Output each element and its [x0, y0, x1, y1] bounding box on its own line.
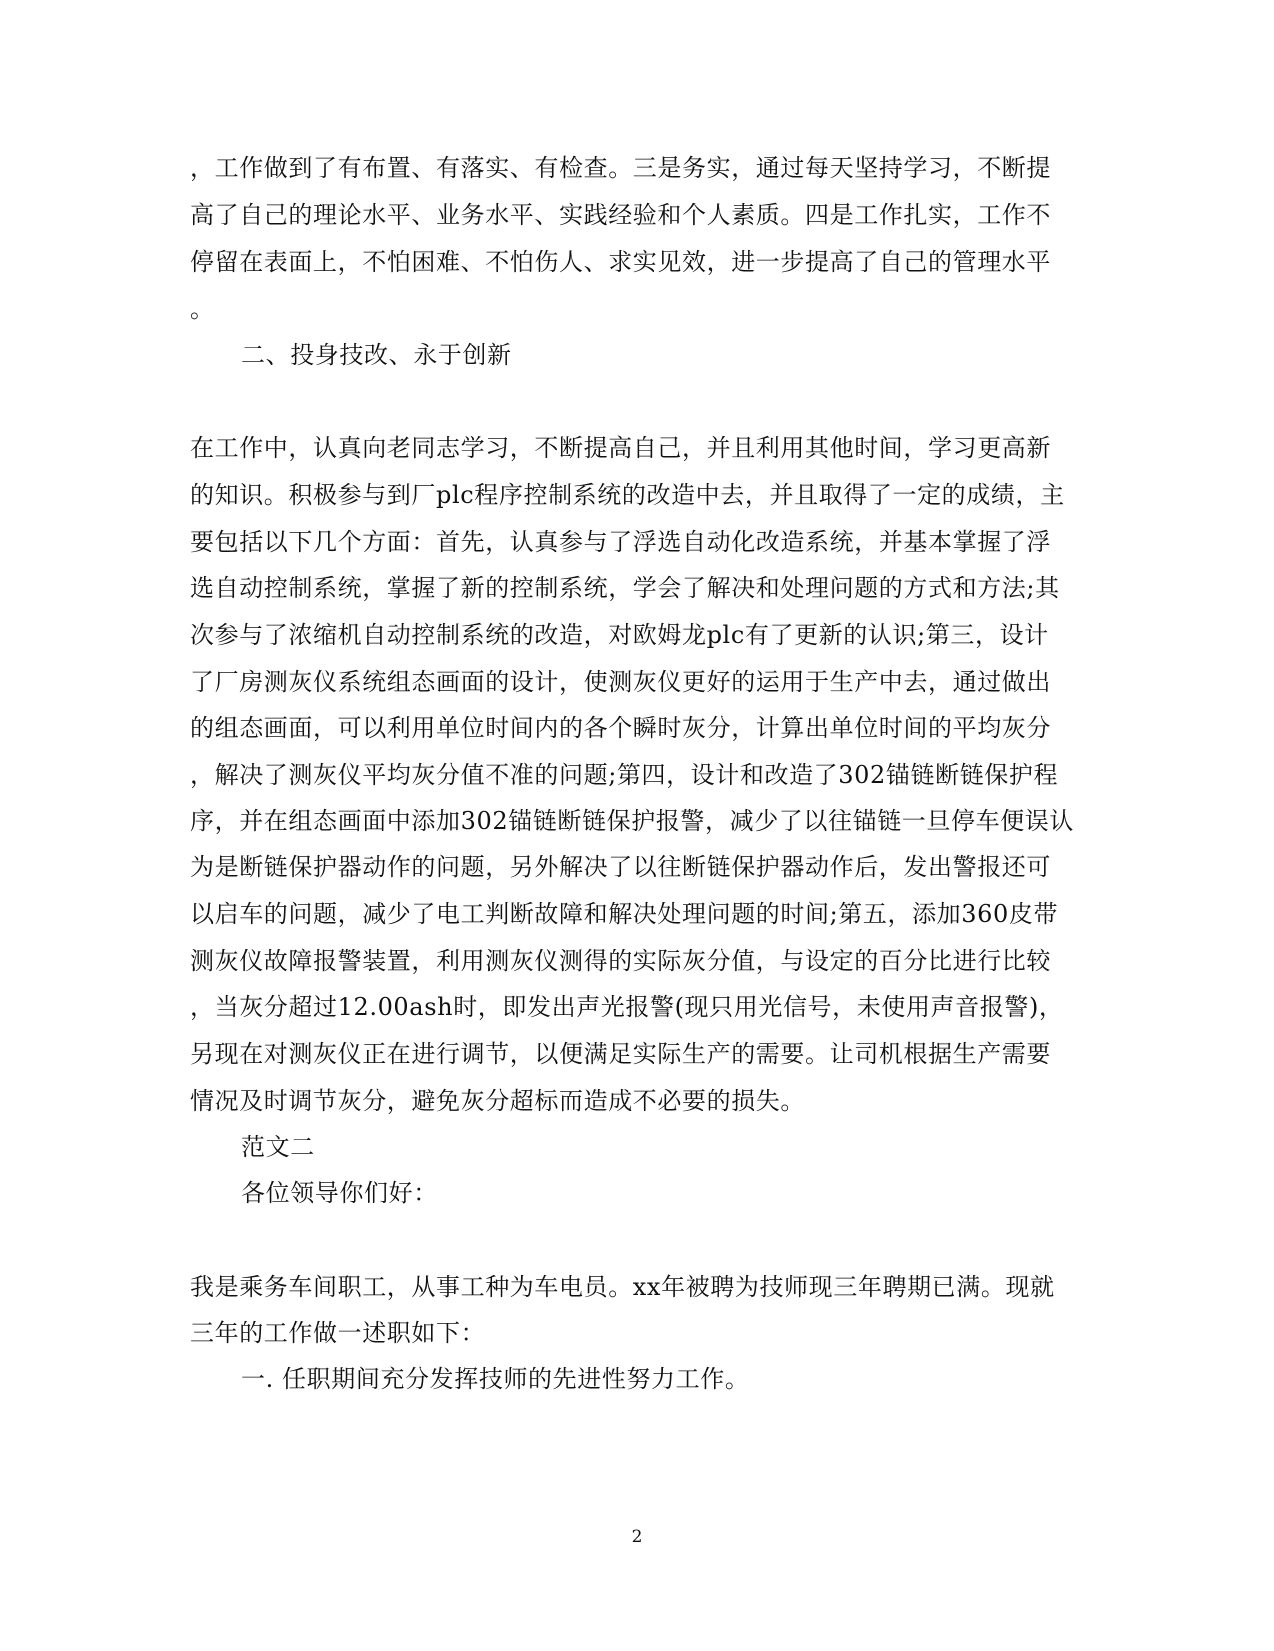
list-item: 一. 任职期间充分发挥技师的先进性努力工作。: [241, 1365, 750, 1393]
text-line: ，当灰分超过12.00ash时，即发出声光报警(现只用光信号，未使用声音报警)，: [190, 993, 1064, 1021]
text-line: 以启车的问题，减少了电工判断故障和解决处理问题的时间;第五，添加360皮带: [190, 900, 1059, 928]
text-line: 的组态画面，可以利用单位时间内的各个瞬时灰分，计算出单位时间的平均灰分: [190, 714, 1051, 742]
text-line: 为是断链保护器动作的问题，另外解决了以往断链保护器动作后，发出警报还可: [190, 853, 1051, 881]
text-line: 高了自己的理论水平、业务水平、实践经验和个人素质。四是工作扎实，工作不: [190, 201, 1051, 229]
greeting-line: 各位领导你们好：: [241, 1179, 438, 1207]
text-line: 序，并在组态画面中添加302锚链断链保护报警，减少了以往锚链一旦停车便误认: [190, 807, 1075, 835]
text-line: 停留在表面上，不怕困难、不怕伤人、求实见效，进一步提高了自己的管理水平: [190, 248, 1051, 276]
text-line: 测灰仪故障报警装置，利用测灰仪测得的实际灰分值，与设定的百分比进行比较: [190, 947, 1051, 975]
text-line: 选自动控制系统，掌握了新的控制系统，学会了解决和处理问题的方式和方法;其: [190, 574, 1060, 602]
text-line: 的知识。积极参与到厂plc程序控制系统的改造中去，并且取得了一定的成绩，主: [190, 481, 1065, 509]
text-line: 在工作中，认真向老同志学习，不断提高自己，并且利用其他时间，学习更高新: [190, 434, 1051, 462]
text-line: 。: [190, 295, 215, 323]
page-number: 2: [631, 1527, 643, 1547]
text-line: 情况及时调节灰分，避免灰分超标而造成不必要的损失。: [190, 1087, 805, 1115]
text-line: 我是乘务车间职工，从事工种为车电员。xx年被聘为技师现三年聘期已满。现就: [190, 1273, 1055, 1301]
text-line: 要包括以下几个方面：首先，认真参与了浮选自动化改造系统，并基本掌握了浮: [190, 528, 1051, 556]
text-line: 次参与了浓缩机自动控制系统的改造，对欧姆龙plc有了更新的认识;第三，设计: [190, 621, 1049, 649]
section-heading: 二、投身技改、永于创新: [241, 341, 512, 369]
text-line: 另现在对测灰仪正在进行调节，以便满足实际生产的需要。让司机根据生产需要: [190, 1040, 1051, 1068]
text-line: 三年的工作做一述职如下：: [190, 1319, 486, 1347]
text-line: ，工作做到了有布置、有落实、有检查。三是务实，通过每天坚持学习，不断提: [190, 154, 1051, 182]
section-heading: 范文二: [241, 1133, 315, 1161]
text-line: ，解决了测灰仪平均灰分值不准的问题;第四，设计和改造了302锚链断链保护程: [190, 761, 1059, 789]
text-line: 了厂房测灰仪系统组态画面的设计，使测灰仪更好的运用于生产中去，通过做出: [190, 668, 1051, 696]
